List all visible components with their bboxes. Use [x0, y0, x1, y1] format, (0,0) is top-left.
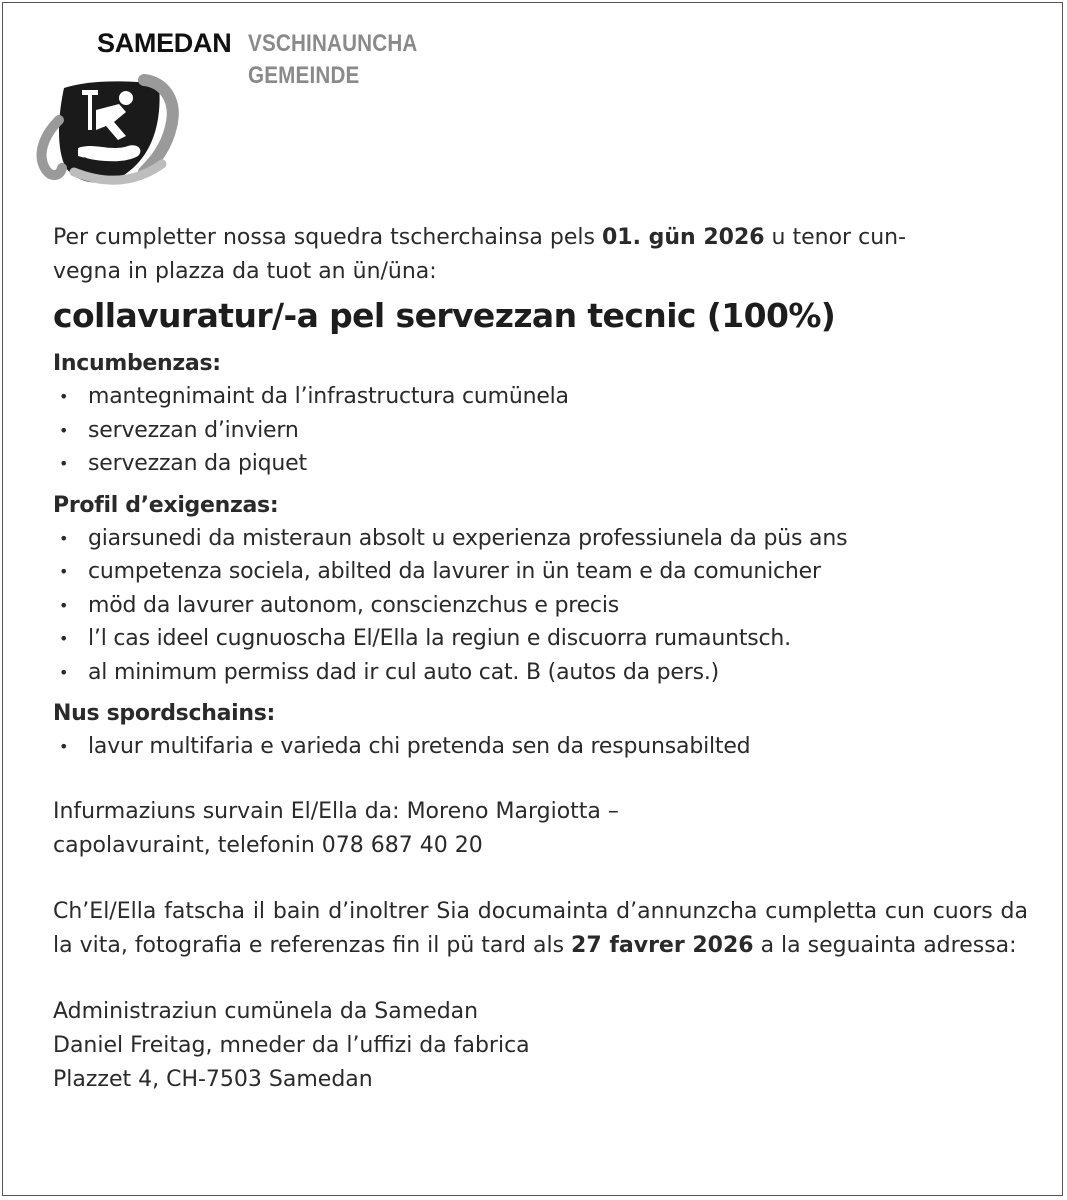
list-item: • cumpetenza sociela, abilted da lavurer in ün team e da comunicher	[53, 555, 1028, 589]
list-item: • möd da lavurer autonom, conscienzchus e precis	[53, 589, 1028, 623]
intro-text-cont: u tenor cun-	[764, 225, 907, 250]
list-item: • al minimum permiss dad ir cul auto cat. B (autos da pers.)	[53, 656, 1028, 690]
address-line-2: Daniel Freitag, mneder da l’uffizi da fabrica	[53, 1032, 530, 1058]
address-line-3: Plazzet 4, CH-7503 Samedan	[53, 1066, 373, 1092]
application-text-cont: a la seguainta adressa:	[753, 932, 1017, 958]
postal-address	[53, 995, 1028, 1097]
section-heading-tasks: Incumbenzas:	[53, 351, 221, 376]
tasks-list	[53, 380, 1028, 481]
application-text: Ch’El/Ella fatscha il bain d’inoltrer Sia documainta d’annunzcha cumpletta cun cuors da la vita, fotografia e referenzas fin il pü tard als	[53, 898, 1028, 958]
contact-paragraph	[53, 795, 1028, 863]
section-heading-offer: Nus spordschains:	[53, 701, 276, 726]
contact-line-2: capolavuraint, telefonin 078 687 40 20	[53, 832, 483, 858]
list-item: • mantegnimaint da l’infrastructura cumünela	[53, 380, 1028, 414]
contact-line-1: Infurmaziuns survain El/Ella da: Moreno Margiotta –	[53, 798, 619, 824]
municipality-name: SAMEDAN	[97, 28, 232, 58]
intro-line-2: vegna in plazza da tuot an ün/üna:	[53, 259, 437, 284]
list-item: • lavur multifaria e varieda chi pretenda sen da respunsabilted	[53, 730, 1028, 764]
samedan-coat-of-arms-logo	[34, 60, 184, 192]
list-item: • l’l cas ideel cugnuoscha El/Ella la regiun e discuorra rumauntsch.	[53, 622, 1028, 656]
requirements-list	[53, 522, 1028, 690]
offer-list	[53, 730, 1028, 764]
list-item: • servezzan da piquet	[53, 447, 1028, 481]
application-deadline: 27 favrer 2026	[571, 932, 754, 958]
intro-text: Per cumpletter nossa squedra tscherchainsa pels	[53, 225, 602, 250]
start-date: 01. gün 2026	[601, 225, 765, 250]
municipality-label-german: GEMEINDE	[248, 62, 360, 89]
municipality-label-romansh: VSCHINAUNCHA	[248, 30, 418, 57]
intro-paragraph	[53, 221, 1028, 289]
application-paragraph	[53, 895, 1028, 963]
address-line-1: Administraziun cumünela da Samedan	[53, 998, 479, 1024]
job-title: collavuratur/-a pel servezzan tecnic (100%)	[53, 296, 836, 335]
list-item: • giarsunedi da misteraun absolt u experienza professiunela da püs ans	[53, 522, 1028, 556]
list-item: • servezzan d’inviern	[53, 414, 1028, 448]
job-advertisement	[53, 221, 1028, 1097]
section-heading-requirements: Profil d’exigenzas:	[53, 492, 279, 518]
